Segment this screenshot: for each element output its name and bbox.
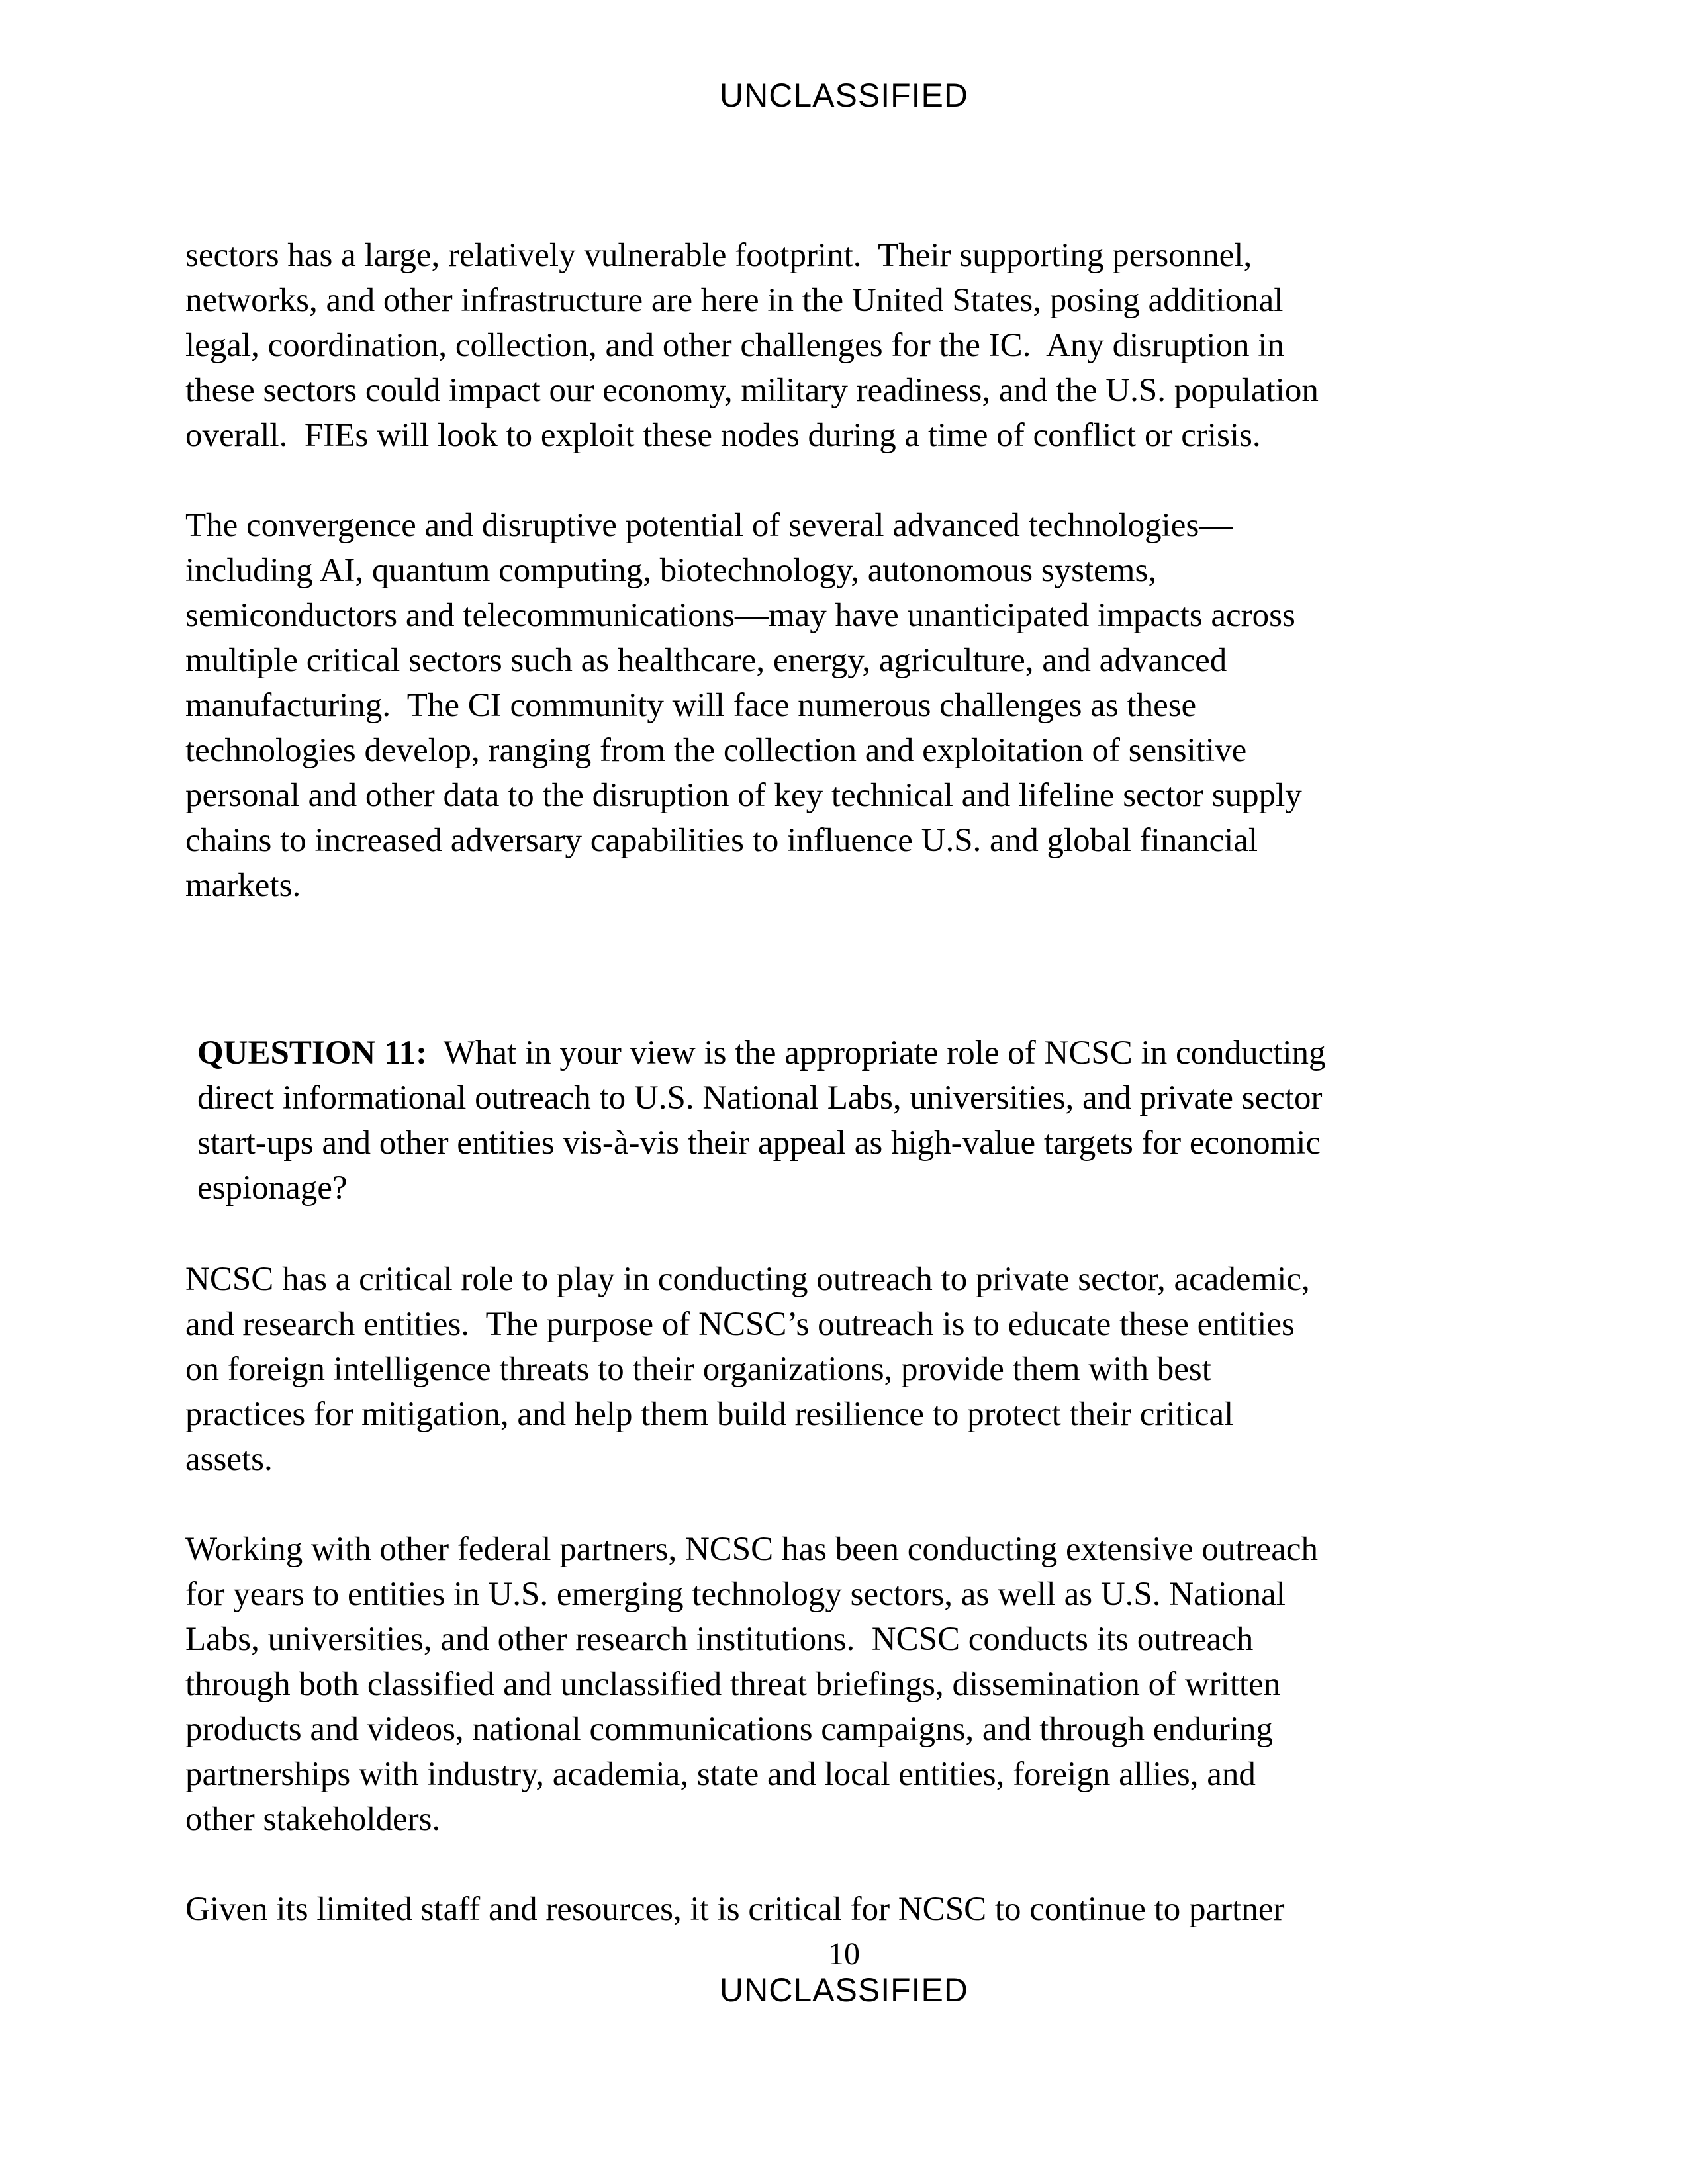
text-line: on foreign intelligence threats to their organizations, provide them with best [185,1351,1211,1388]
paragraph [185,1887,1529,1932]
footer-classification-banner: UNCLASSIFIED [720,1972,968,2009]
paragraph [185,233,1529,458]
text-line: and research entities. The purpose of NCSC’s outreach is to educate these entities [185,1306,1295,1343]
text-line: personal and other data to the disruption of key technical and lifeline sector supply [185,777,1302,814]
text-line: including AI, quantum computing, biotechnology, autonomous systems, [185,552,1157,589]
text-line: direct informational outreach to U.S. National Labs, universities, and private sector [197,1079,1323,1116]
paragraph [185,1527,1529,1842]
text-line: espionage? [197,1169,348,1206]
text-line: practices for mitigation, and help them build resilience to protect their critical [185,1396,1234,1433]
text-line: QUESTION 11: What in your view is the appropriate role of NCSC in conducting [197,1034,1326,1071]
text-line: chains to increased adversary capabilities to influence U.S. and global financial [185,822,1258,859]
text-line: semiconductors and telecommunications—may have unanticipated impacts across [185,597,1295,634]
text-line: multiple critical sectors such as healthcare, energy, agriculture, and advanced [185,642,1227,679]
text-line: Given its limited staff and resources, it is critical for NCSC to continue to partner [185,1891,1285,1928]
text-line: legal, coordination, collection, and other challenges for the IC. Any disruption in [185,327,1284,364]
text-line: partnerships with industry, academia, state and local entities, foreign allies, and [185,1756,1256,1793]
text-line: overall. FIEs will look to exploit these nodes during a time of conflict or crisis. [185,417,1261,454]
text-line: products and videos, national communications campaigns, and through enduring [185,1711,1273,1748]
paragraph [185,503,1529,908]
paragraph [185,1257,1529,1482]
page-number: 10 [828,1936,860,1972]
document-body [185,233,1529,1977]
header-classification-banner: UNCLASSIFIED [720,77,968,114]
text-line: Labs, universities, and other research institutions. NCSC conducts its outreach [185,1621,1254,1658]
text-line: manufacturing. The CI community will face numerous challenges as these [185,687,1197,724]
text-line: The convergence and disruptive potential of several advanced technologies— [185,507,1233,544]
text-line: start-ups and other entities vis-à-vis their appeal as high-value targets for economic [197,1124,1321,1161]
text-line: for years to entities in U.S. emerging technology sectors, as well as U.S. National [185,1576,1286,1613]
text-line: these sectors could impact our economy, military readiness, and the U.S. population [185,372,1319,409]
text-line: sectors has a large, relatively vulnerable footprint. Their supporting personnel, [185,237,1252,274]
text-line: markets. [185,867,301,904]
text-line: assets. [185,1441,273,1478]
text-line: technologies develop, ranging from the collection and exploitation of sensitive [185,732,1247,769]
question-label: QUESTION 11: [197,1034,428,1071]
text-line: through both classified and unclassified threat briefings, dissemination of written [185,1666,1281,1703]
question-block [197,1030,1529,1210]
text-line: networks, and other infrastructure are here in the United States, posing additional [185,282,1284,319]
text-line: Working with other federal partners, NCSC has been conducting extensive outreach [185,1531,1318,1568]
page-footer [0,1938,1688,2008]
text-line: other stakeholders. [185,1801,441,1838]
text-line: NCSC has a critical role to play in conducting outreach to private sector, academic, [185,1261,1310,1298]
